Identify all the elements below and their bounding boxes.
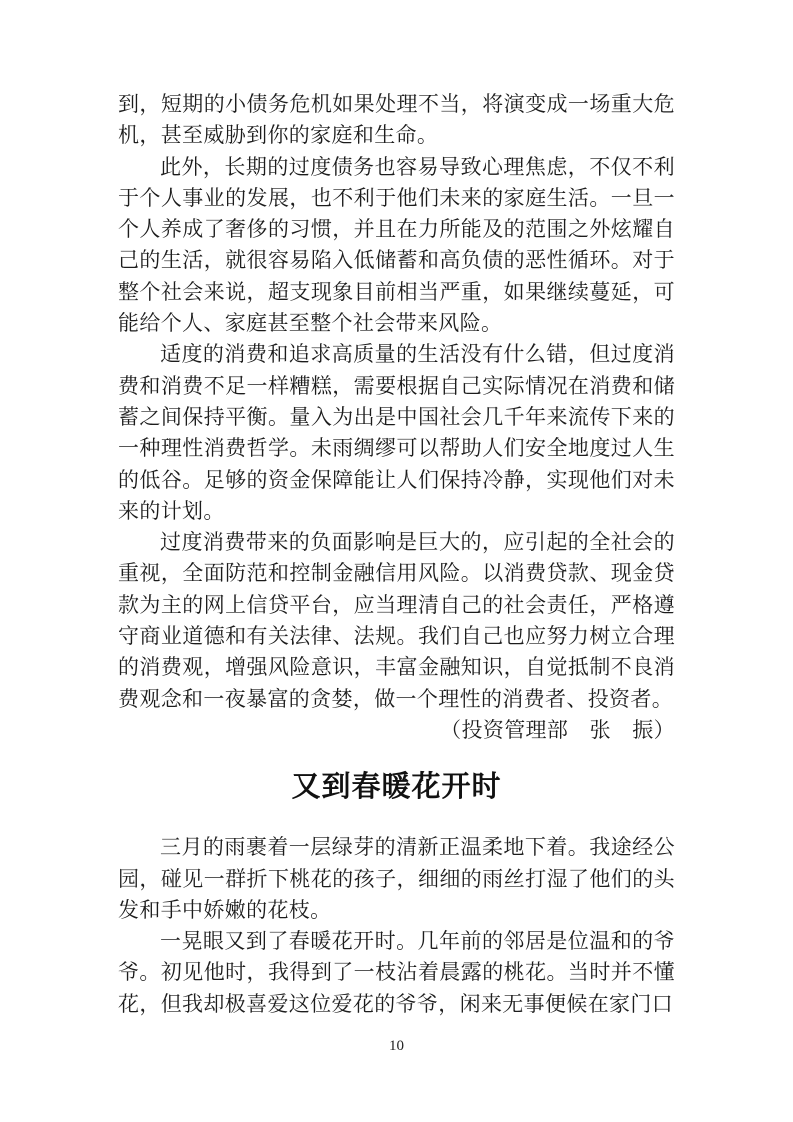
- author-attribution: （投资管理部 张 振）: [440, 717, 675, 742]
- paragraph: 适度的消费和追求高质量的生活没有什么错，但过度消费和消费不足一样糟糕，需要根据自己实际情况在消费和储蓄之间保持平衡。量入为出是中国社会几千年来流传下来的一种理性消费哲学。未雨绸缪可以帮助人们安全地度过人生的低谷。足够的资金保障能让人们保持冷静，实现他们对未来的计划。: [118, 342, 675, 523]
- paragraph-continuation: 到，短期的小债务危机如果处理不当，将演变成一场重大危机，甚至威胁到你的家庭和生命。: [118, 92, 675, 148]
- paragraph: 过度消费带来的负面影响是巨大的，应引起的全社会的重视，全面防范和控制金融信用风险。以消费贷款、现金贷款为主的网上信贷平台，应当理清自己的社会责任，严格遵守商业道德和有关法律、法规。我们自己也应努力树立合理的消费观，增强风险意识，丰富金融知识，自觉抵制不良消费观念和一夜暴富的贪婪，做一个理性的消费者、投资者。: [118, 530, 675, 711]
- page-number: 10: [389, 1038, 404, 1054]
- paragraph: 三月的雨裹着一层绿芽的清新正温柔地下着。我途经公园，碰见一群折下桃花的孩子，细细的雨丝打湿了他们的头发和手中娇嫩的花枝。: [118, 835, 675, 922]
- page-content: [118, 89, 675, 1020]
- article-overspending: [118, 89, 675, 746]
- paragraph: 此外，长期的过度债务也容易导致心理焦虑，不仅不利于个人事业的发展，也不利于他们未来的家庭生活。一旦一个人养成了奢侈的习惯，并且在力所能及的范围之外炫耀自己的生活，就很容易陷入低储蓄和高负债的恶性循环。对于整个社会来说，超支现象目前相当严重，如果继续蔓延，可能给个人、家庭甚至整个社会带来风险。: [118, 154, 675, 336]
- article-spring-blossom: [118, 768, 675, 1020]
- article-title: 又到春暖花开时: [291, 771, 502, 804]
- paragraph: 一晃眼又到了春暖花开时。几年前的邻居是位温和的爷爷。初见他时，我得到了一枝沾着晨露的桃花。当时并不懂花，但我却极喜爱这位爱花的爷爷，闲来无事便候在家门口: [118, 929, 675, 1016]
